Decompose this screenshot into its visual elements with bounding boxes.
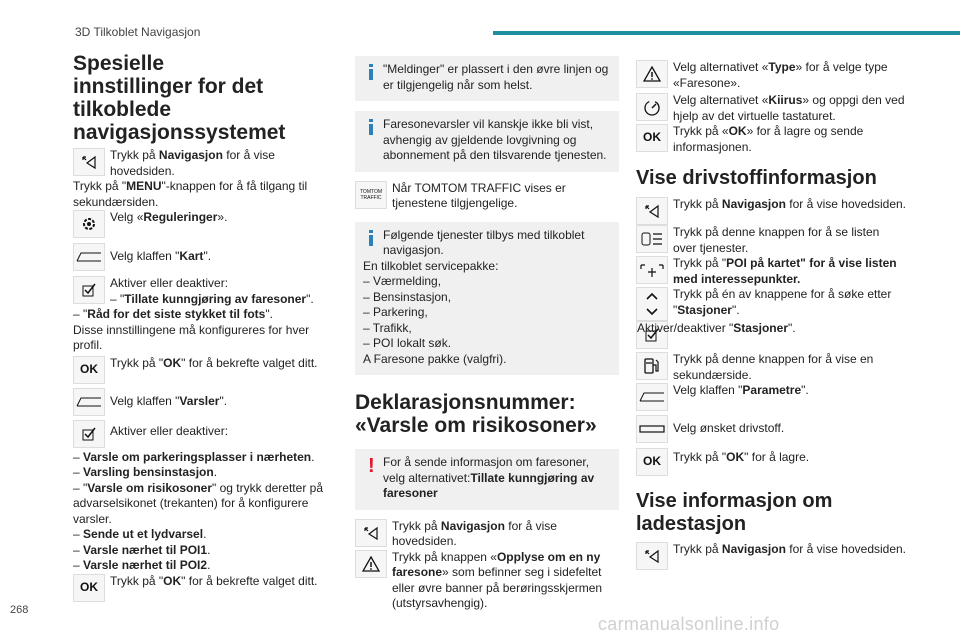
column-1: Spesielle innstillinger for det tilkoblede navigasjonssystemet Trykk på Navigasjon for å vise hovedsiden. Trykk på "MENU"-knappen for å få tilgang til sekundærsiden. Velg «Reguleringer». Velg klaffen "Kart". Aktiver eller deaktiver: – "Tillate kunngjøring av faresoner". – "Råd for det siste stykket til fots". Disse innstillingene må konfigureres for hver profil. OK Trykk på "OK" for å bekrefte valget ditt. Velg klaffen "Varsler". Aktiver eller deaktiver: – Varsle om parkeringsplasser i nærheten. – Varsling bensinstasjon. – "Varsle om risikosoner" og trykk deretter på advarselsikonet (trekanten) for å konfigurere varsler. – Sende ut et lydvarsel. – Varsle nærhet til POI1. – Varsle nærhet til POI2. OK Trykk på "OK" for å bekrefte valget ditt. [73, 52, 333, 602]
column-2 [355, 56, 619, 612]
chevron-up-down-icon [636, 287, 668, 321]
step-ok-save: OK Trykk på "OK" for å lagre. [636, 448, 906, 476]
navigation-icon [636, 542, 668, 570]
note-profile: Disse innstillingene må konfigureres for hver profil. [73, 322, 310, 352]
step-report-hazard: Trykk på knappen «Opplyse om en ny faresone» som befinner seg i sidefeltet eller øvre banner på berøringsskjermen (utstyrsavhengig). [355, 550, 619, 612]
warning-triangle-icon [355, 550, 387, 578]
step-navigation: Trykk på Navigasjon for å vise hovedsiden. [73, 148, 333, 179]
watermark: carmanualsonline.info [598, 614, 780, 634]
header-accent-bar [493, 31, 960, 35]
fuel-pump-icon [636, 352, 668, 380]
step-navigation-3: Trykk på Navigasjon for å vise hovedsiden. [636, 197, 906, 225]
step-toggle-map: Aktiver eller deaktiver: – "Tillate kunngjøring av faresoner". [73, 276, 333, 307]
warning-exclamation-icon: ! [368, 455, 375, 477]
checkbox-icon [73, 276, 105, 304]
step-search-stations: Trykk på én av knappene for å søke etter "Stasjoner". [636, 287, 906, 321]
section-title-fuel: Vise drivstoffinformasjon [636, 167, 877, 189]
step-toggle-stations: Aktiver/deaktiver "Stasjoner". [636, 321, 906, 349]
column-3 [636, 60, 906, 570]
ok-button-icon: OK [73, 356, 105, 384]
poi-map-icon [636, 256, 668, 284]
step-tomtom: TOMTOM TRAFFIC Når TOMTOM TRAFFIC vises er tjenestene tilgjengelige. [355, 181, 619, 212]
step-ok-2: OK Trykk på "OK" for å bekrefte valget ditt. [73, 560, 333, 602]
warning-triangle-icon [636, 60, 668, 88]
step-navigation-2: Trykk på Navigasjon for å vise hovedsiden. [355, 519, 619, 550]
step-fuel-select: Velg ønsket drivstoff. [636, 415, 906, 443]
ok-button-icon: OK [73, 574, 105, 602]
speedometer-icon [636, 93, 668, 121]
navigation-icon [355, 519, 387, 547]
navigation-icon [73, 148, 105, 176]
tab-icon [73, 243, 105, 271]
menu-instruction: Trykk på "MENU"-knappen for å få tilgang til sekundærsiden. [73, 179, 308, 209]
page-number: 268 [10, 604, 29, 616]
tomtom-traffic-icon: TOMTOM TRAFFIC [355, 181, 387, 209]
navigation-icon [636, 197, 668, 225]
step-ok-1: OK Trykk på "OK" for å bekrefte valget ditt. [73, 356, 333, 384]
section-title-declaration: Deklarasjonsnummer: «Varsle om risikosoner» [355, 391, 597, 437]
step-speed: Velg alternativet «Kiirus» og oppgi den ved hjelp av det virtuelle tastaturet. [636, 93, 906, 124]
step-navigation-4: Trykk på Navigasjon for å vise hovedsiden. [636, 542, 906, 570]
info-box-messages: "Meldinger" er plassert i den øvre linjen og er tilgjengelig når som helst. [355, 56, 619, 101]
step-alerts-tab: Velg klaffen "Varsler". [73, 388, 333, 416]
step-ok-send: OK Trykk på «OK» for å lagre og sende informasjonen. [636, 124, 906, 155]
step-secondary-page: Trykk på denne knappen for å vise en sekundærside. [636, 352, 906, 383]
warning-box: ! For å sende informasjon om faresoner, velg alternativet:Tillate kunngjøring av faresoner [355, 449, 619, 510]
step-poi-map: Trykk på "POI på kartet" for å vise listen med interessepunkter. [636, 256, 906, 287]
info-icon [369, 119, 374, 135]
alerts-list: – Varsle om parkeringsplasser i nærheten. – Varsling bensinstasjon. – "Varsle om risikosoner" og trykk deretter på advarselsikonet (trekanten) for å konfigurere varsler. – Sende ut et lydvarsel. – Varsle nærhet til POI1. – Varsle nærhet til POI2. [73, 449, 323, 572]
step-parameters-tab: Velg klaffen "Parametre". [636, 383, 906, 411]
info-icon [369, 230, 374, 246]
ok-button-icon: OK [636, 448, 668, 476]
step-map-tab: Velg klaffen "Kart". [73, 243, 333, 271]
step-type: Velg alternativet «Type» for å velge type «Faresone». [636, 60, 906, 91]
tab-icon [636, 383, 668, 411]
info-box-hazard: Faresonevarsler vil kanskje ikke bli vist, avhengig av gjeldende lovgivning og abonnement på den tilsvarende tjenesten. [355, 111, 619, 172]
step-toggle-alerts: Aktiver eller deaktiver: [73, 420, 333, 448]
info-icon [369, 64, 374, 80]
tab-icon [73, 388, 105, 416]
section-title-special-settings: Spesielle innstillinger for det tilkoblede navigasjonssystemet [73, 52, 286, 144]
step-settings: Velg «Reguleringer». [73, 210, 333, 238]
services-list-icon [636, 225, 668, 253]
gear-icon [73, 210, 105, 238]
ok-button-icon: OK [636, 124, 668, 152]
running-header: 3D Tilkoblet Navigasjon [75, 25, 201, 39]
step-services-list: Trykk på denne knappen for å se listen over tjenester. [636, 225, 906, 256]
checkbox-icon [73, 420, 105, 448]
selection-bar-icon [636, 415, 668, 443]
info-box-services: Følgende tjenester tilbys med tilkoblet navigasjon. En tilkoblet servicepakke: – Værmelding, – Bensinstasjon, – Parkering, – Trafikk, – POI lokalt søk. A Faresone pakke (valgfri). [355, 222, 619, 376]
section-title-charging: Vise informasjon om ladestasjon [636, 490, 833, 535]
